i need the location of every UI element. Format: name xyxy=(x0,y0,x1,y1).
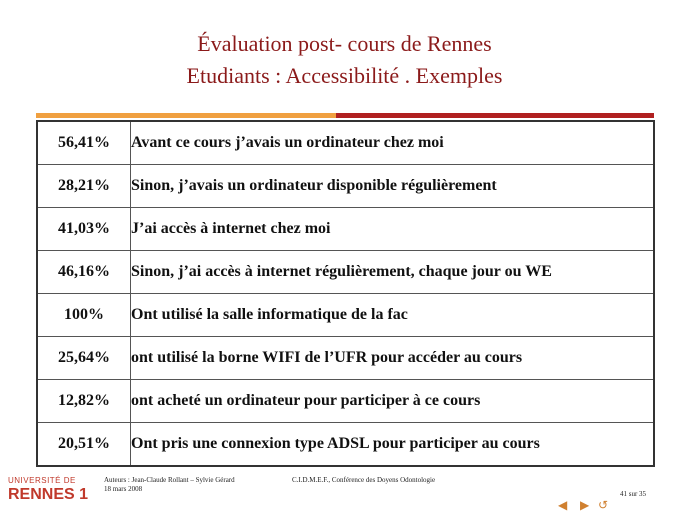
row-description: ont utilisé la borne WIFI de l’UFR pour accéder au cours xyxy=(131,337,655,380)
stats-table xyxy=(36,120,655,467)
header-bar-right xyxy=(336,113,654,118)
authors-text: Auteurs : Jean-Claude Rollant – Sylvie Gérard xyxy=(104,476,235,484)
header-bar-left xyxy=(36,113,336,118)
row-description: Sinon, j’avais un ordinateur disponible régulièrement xyxy=(131,165,655,208)
footer-organization: C.I.D.M.E.F., Conférence des Doyens Odontologie xyxy=(292,476,436,484)
row-description: Sinon, j’ai accès à internet régulièrement, chaque jour ou WE xyxy=(131,251,655,294)
row-percentage: 100% xyxy=(37,294,131,337)
footer-authors xyxy=(104,476,274,494)
page-number: 41 sur 35 xyxy=(620,490,647,498)
row-percentage: 12,82% xyxy=(37,380,131,423)
row-percentage: 20,51% xyxy=(37,423,131,467)
row-description: ont acheté un ordinateur pour participer à ce cours xyxy=(131,380,655,423)
row-description: Avant ce cours j’avais un ordinateur chez moi xyxy=(131,121,655,165)
row-description: Ont utilisé la salle informatique de la fac xyxy=(131,294,655,337)
return-icon[interactable]: ↺ xyxy=(598,498,609,512)
table-row xyxy=(37,165,654,208)
table-row xyxy=(37,251,654,294)
slide-subtitle: Etudiants : Accessibilité . Exemples xyxy=(186,63,503,88)
row-percentage: 56,41% xyxy=(37,121,131,165)
previous-slide-icon[interactable]: ◀ xyxy=(558,498,568,512)
table-row xyxy=(37,337,654,380)
table-row xyxy=(37,380,654,423)
table-row xyxy=(37,208,654,251)
row-description: Ont pris une connexion type ADSL pour participer au cours xyxy=(131,423,655,467)
table-row xyxy=(37,121,654,165)
row-percentage: 28,21% xyxy=(37,165,131,208)
row-percentage: 25,64% xyxy=(37,337,131,380)
slide-title: Évaluation post- cours de Rennes xyxy=(197,31,492,56)
row-percentage: 41,03% xyxy=(37,208,131,251)
row-description: J’ai accès à internet chez moi xyxy=(131,208,655,251)
table-row xyxy=(37,423,654,467)
row-percentage: 46,16% xyxy=(37,251,131,294)
logo-university-label: UNIVERSITÉ DE xyxy=(8,476,76,485)
date-text: 18 mars 2008 xyxy=(104,485,143,493)
university-logo xyxy=(8,470,98,510)
logo-rennes-label: RENNES 1 xyxy=(8,486,89,503)
next-slide-icon[interactable]: ▶ xyxy=(580,498,590,512)
table-row xyxy=(37,294,654,337)
